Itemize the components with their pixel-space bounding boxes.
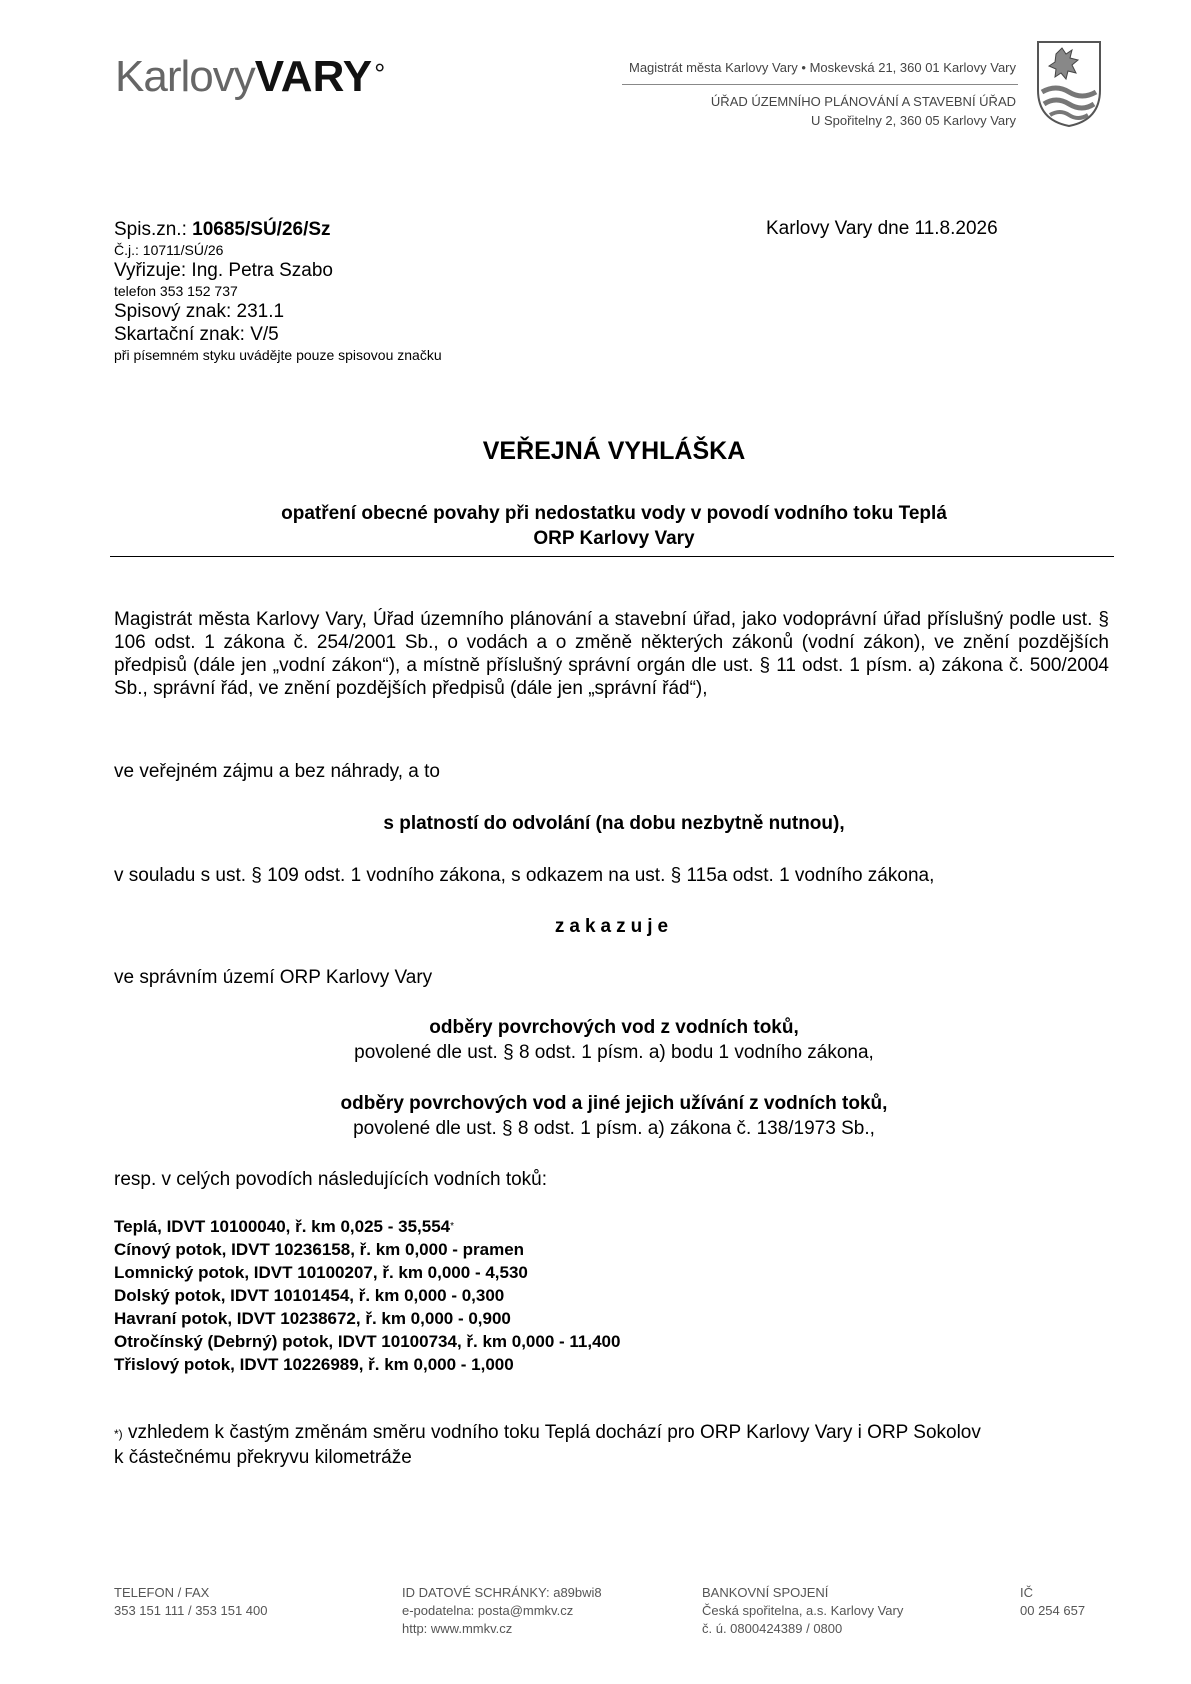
prohibition-1-basis: povolené dle ust. § 8 odst. 1 písm. a) bodu 1 vodního zákona, (354, 1042, 874, 1063)
office-department: ÚŘAD ÚZEMNÍHO PLÁNOVÁNÍ A STAVEBNÍ ÚŘAD (710, 94, 1016, 109)
validity-statement: s platností do odvolání (na dobu nezbytně nutnou), (383, 813, 845, 834)
footer-website: http: www.mmkv.cz (402, 1621, 513, 1636)
territory-paragraph: ve správním území ORP Karlovy Vary (114, 967, 433, 988)
footnote-line-1: vzhledem k častým změnám směru vodního toku Teplá dochází pro ORP Karlovy Vary i ORP Sokolov (122, 1422, 981, 1443)
logo-text-karlovy: Karlovy (115, 52, 255, 101)
title-divider (110, 556, 1114, 557)
phone: telefon 353 152 737 (114, 283, 238, 299)
prohibits-heading: zakazuje (554, 916, 674, 937)
office-address-department: U Spořitelny 2, 360 05 Karlovy Vary (811, 113, 1016, 128)
footer-email: e-podatelna: posta@mmkv.cz (402, 1603, 574, 1618)
shredding-code: Skartační znak: V/5 (114, 324, 279, 345)
footer-phone: TELEFON / FAX 353 151 111 / 353 151 400 (114, 1585, 268, 1618)
file-number-value: 10685/SÚ/26/Sz (192, 219, 331, 240)
city-crest-icon (1036, 40, 1102, 128)
footnote-star: * (450, 1221, 455, 1232)
prohibition-block-2 (114, 1091, 1114, 1141)
logo-degree: ° (374, 58, 385, 89)
streams-intro: resp. v celých povodích následujících vodních toků: (114, 1169, 548, 1190)
prohibition-2-title: odběry povrchových vod a jiné jejich užívání z vodních toků, (340, 1093, 888, 1114)
header-divider (622, 84, 1018, 85)
stream-list (114, 1215, 620, 1376)
footnote-marker: *) (114, 1427, 123, 1441)
correspondence-note: při písemném styku uvádějte pouze spisovou značku (114, 347, 442, 363)
legal-basis-paragraph: v souladu s ust. § 109 odst. 1 vodního zákona, s odkazem na ust. § 115a odst. 1 vodního zákona, (114, 865, 935, 886)
document-date: Karlovy Vary dne 11.8.2026 (766, 218, 998, 239)
list-item: Lomnický potok, IDVT 10100207, ř. km 0,000 - 4,530 (114, 1263, 528, 1282)
footnote (114, 1421, 981, 1469)
list-item: Otročínský (Debrný) potok, IDVT 10100734, ř. km 0,000 - 11,400 (114, 1332, 621, 1351)
office-address-main: Magistrát města Karlovy Vary • Moskevská 21, 360 01 Karlovy Vary (629, 60, 1016, 75)
public-interest-paragraph: ve veřejném zájmu a bez náhrady, a to (114, 761, 440, 782)
list-item: Třislový potok, IDVT 10226989, ř. km 0,000 - 1,000 (114, 1355, 514, 1374)
prohibition-2-basis: povolené dle ust. § 8 odst. 1 písm. a) zákona č. 138/1973 Sb., (353, 1118, 875, 1139)
list-item: Teplá, IDVT 10100040, ř. km 0,025 - 35,554* (114, 1217, 455, 1236)
footer-bank: BANKOVNÍ SPOJENÍ Česká spořitelna, a.s. Karlovy Vary č. ú. 0800424389 / 0800 (702, 1585, 904, 1636)
city-logo (115, 52, 384, 102)
footer-data-box: ID DATOVÉ SCHRÁNKY: a89bwi8 e-podatelna: posta@mmkv.cz http: www.mmkv.cz (402, 1585, 602, 1636)
file-number: Spis.zn.: 10685/SÚ/26/Sz (114, 219, 331, 240)
file-code: Spisový znak: 231.1 (114, 301, 285, 322)
handled-by: Vyřizuje: Ing. Petra Szabo (114, 260, 333, 281)
document-metadata (114, 218, 442, 364)
list-item: Cínový potok, IDVT 10236158, ř. km 0,000 - pramen (114, 1240, 525, 1259)
document-subtitle (114, 501, 1114, 551)
footnote-line-2: k částečnému překryvu kilometráže (114, 1447, 412, 1468)
subtitle-line-2: ORP Karlovy Vary (533, 528, 695, 549)
logo-text-vary: VARY (254, 52, 373, 101)
intro-paragraph: Magistrát města Karlovy Vary, Úřad územního plánování a stavební úřad, jako vodoprávní úřad příslušný podle ust. § 106 odst. 1 zákona č. 254/2001 Sb., o vodách a o změně některých zákonů (vodní zákon), ve znění pozdějších předpisů (dále jen „vodní zákon“), a místně příslušný správní orgán dle ust. § 11 odst. 1 písm. a) zákona č. 500/2004 Sb., správní řád, ve znění pozdějších předpisů (dále jen „správní řád“), (114, 609, 1109, 699)
footer-company-id: IČ 00 254 657 (1020, 1585, 1086, 1618)
prohibition-block-1 (114, 1015, 1114, 1065)
list-item: Havraní potok, IDVT 10238672, ř. km 0,000 - 0,900 (114, 1309, 511, 1328)
prohibition-1-title: odběry povrchových vod z vodních toků, (429, 1017, 799, 1038)
list-item: Dolský potok, IDVT 10101454, ř. km 0,000 - 0,300 (114, 1286, 505, 1305)
subtitle-line-1: opatření obecné povahy při nedostatku vody v povodí vodního toku Teplá (281, 503, 947, 524)
reference-number: Č.j.: 10711/SÚ/26 (114, 242, 224, 258)
document-title: VEŘEJNÁ VYHLÁŠKA (482, 437, 746, 465)
